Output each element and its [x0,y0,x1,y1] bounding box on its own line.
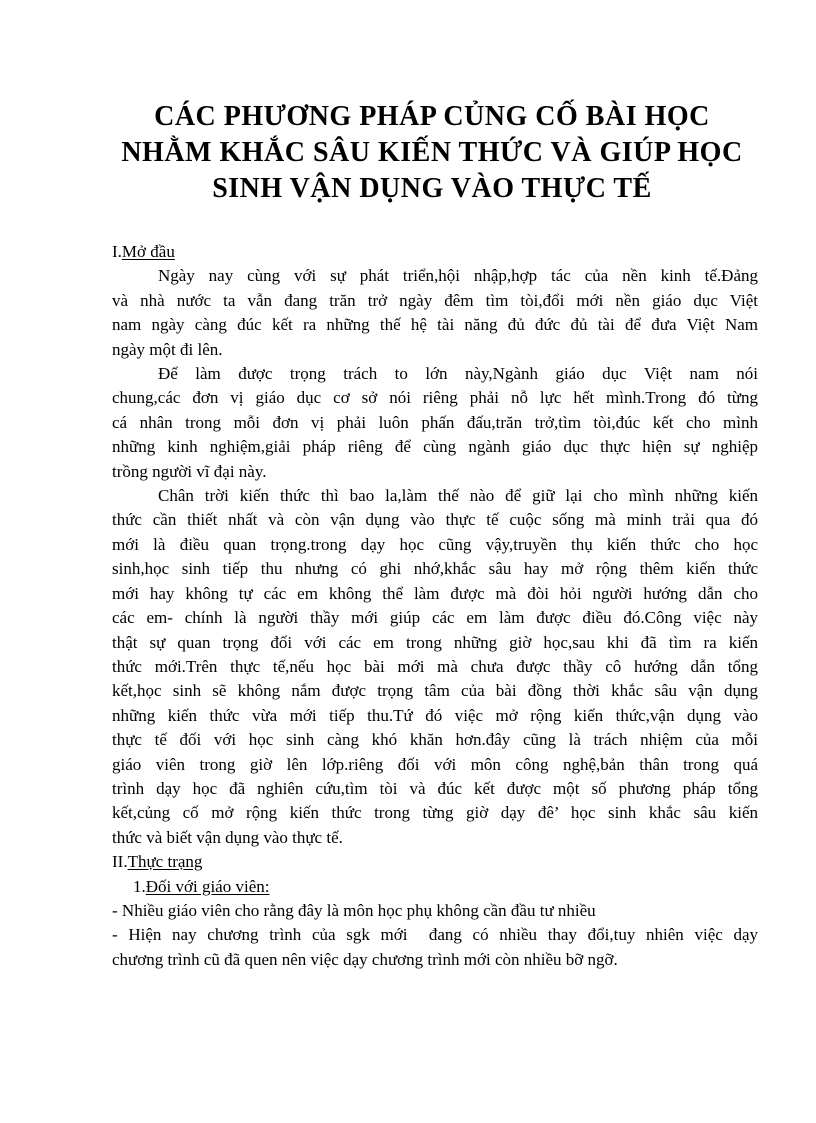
section-heading-label: Thực trạng [127,852,203,872]
paragraph-line: trồng người vĩ đại này. [112,461,267,481]
section-heading-intro [112,240,758,264]
paragraph-line: thức cần thiết nhất và còn vận dụng vào thực tế cuộc sống mà minh trải qua đó [112,510,758,530]
paragraph-line: các em- chính là người thầy mới giúp các em làm được điều đó.Công việc này [112,608,758,628]
subsection-number: 1. [133,876,146,896]
paragraph-line: giáo viên trong giờ lên lớp.riêng đối với môn công nghệ,bản thân trong quá [112,754,758,774]
paragraph-line: thực tế đối với học sinh càng khó khăn hơn.đây cũng là trách nhiệm của mỗi [112,730,758,750]
document-body [112,240,758,972]
title-line: CÁC PHƯƠNG PHÁP CỦNG CỐ BÀI HỌC [154,101,710,132]
section-heading-label: Mở đầu [121,242,175,261]
title-line: SINH VẬN DỤNG VÀO THỰC TẾ [212,173,652,204]
bullet-line: - Hiện nay chương trình của sgk mới đang có nhiều thay đổi,tuy nhiên việc dạy [112,925,758,945]
section-number: I. [112,242,122,261]
paragraph-line: nam ngày càng đúc kết ra những thế hệ tài năng đủ đức đủ tài để đưa Việt Nam [112,315,758,335]
section-number: II. [112,852,128,872]
subsection-heading-label: Đối với giáo viên: [145,876,270,896]
paragraph-line: Ngày nay cùng với sự phát triển,hội nhập,hợp tác của nền kinh tế.Đảng [158,266,758,286]
paragraph-line: và nhà nước ta vẫn đang trăn trở ngày đêm tìm tòi,đổi mới nền giáo dục Việt [112,290,758,310]
document-title [102,99,762,207]
paragraph-line: Để làm được trọng trách to lớn này,Ngành giáo dục Việt nam nói [158,364,758,384]
paragraph-line: kết,củng cố mở rộng kiến thức trong từng giờ dạy đê’ học sinh khắc sâu kiến [112,803,758,823]
bullet-line: chương trình cũ đã quen nên việc dạy chương trình mới còn nhiều bỡ ngỡ. [112,949,618,969]
paragraph-line: kết,học sinh sẽ không nắm được trọng tâm của bài đồng thời khắc sâu vận dụng [112,681,758,701]
paragraph-line: thức và biết vận dụng vào thực tế. [112,827,343,847]
paragraph-line: thức mới.Trên thực tế,nếu học bài mới mà chưa được thầy cô hướng dẫn tổng [112,656,758,676]
section-heading-status [112,850,758,874]
paragraph-line: Chân trời kiến thức thì bao la,làm thế nào để giữ lại cho mình những kiến [158,486,758,506]
paragraph-line: những kinh nghiệm,giải pháp riêng để cùng ngành giáo dục thực hiện sự nghiệp [112,437,758,457]
paragraph-line: trình dạy học đã nghiên cứu,tìm tòi và đúc kết được một số phương pháp tổng [112,778,758,798]
paragraph-line: sinh,học sinh tiếp thu nhưng có ghi nhớ,khắc sâu hay mở rộng thêm kiến thức [112,559,758,579]
paragraph-line: cá nhân trong mỗi đơn vị phải luôn phấn đấu,trăn trở,tìm tòi,đúc kết cho mình [112,412,758,432]
paragraph-line: ngày một đi lên. [112,339,223,359]
paragraph-line: mới là điều quan trọng.trong dạy học cũng vậy,truyền thụ kiến thức cho học [112,534,758,554]
paragraph-line: thật sự quan trọng đối với các em trong những giờ học,sau khi đã tìm ra kiến [112,632,758,652]
paragraph-line: mới hay không tự các em không thể làm được mà đòi hỏi người hướng dẫn cho [112,583,758,603]
bullet-line: - Nhiều giáo viên cho rằng đây là môn học phụ không cần đầu tư nhiều [112,900,596,920]
title-line: NHẰM KHẮC SÂU KIẾN THỨC VÀ GIÚP HỌC [121,137,743,168]
paragraph-line: chung,các đơn vị giáo dục cơ sở nói riêng phải nỗ lực hết mình.Trong đó từng [112,388,758,408]
subsection-heading-teachers [112,875,758,899]
paragraph-line: những kiến thức vừa mới tiếp thu.Tứ đó việc mở rộng kiến thức,vận dụng vào [112,705,758,725]
